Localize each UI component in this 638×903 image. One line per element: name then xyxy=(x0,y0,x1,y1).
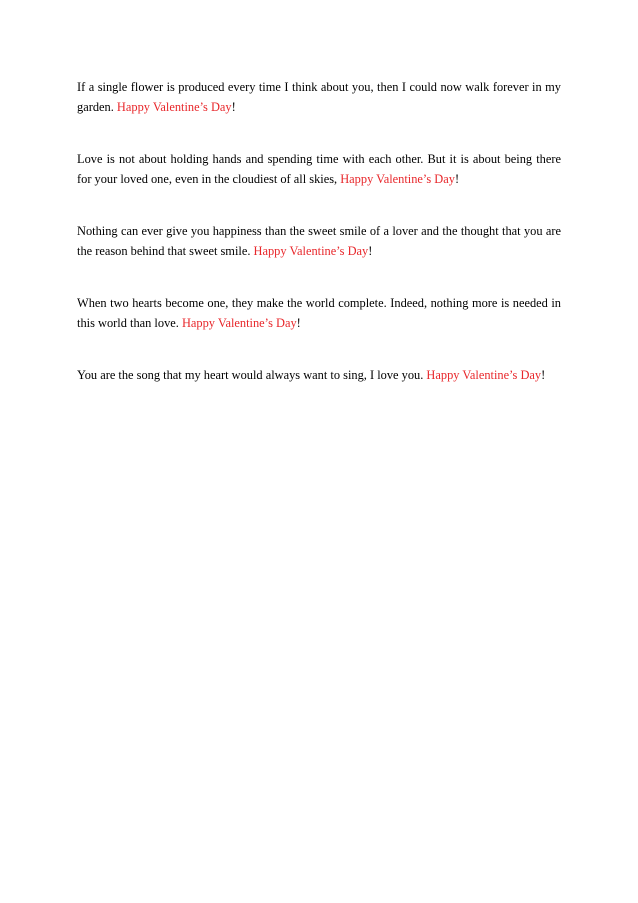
paragraph-end: ! xyxy=(368,244,373,258)
paragraph-3 xyxy=(77,221,561,261)
paragraph-2 xyxy=(77,149,561,189)
paragraph-4 xyxy=(77,293,561,333)
paragraph-end: ! xyxy=(541,368,546,382)
document-body xyxy=(77,77,561,417)
paragraph-text: You are the song that my heart would always want to sing, I love you. xyxy=(77,368,427,382)
valentine-greeting: Happy Valentine’s Day xyxy=(116,100,232,114)
paragraph-text: Nothing can ever give you happiness than the sweet smile of a lover and the thought that you are the reason behind that sweet smile. xyxy=(77,224,561,258)
paragraph-end: ! xyxy=(296,316,301,330)
paragraph-end: ! xyxy=(231,100,236,114)
paragraph-text: When two hearts become one, they make the world complete. Indeed, nothing more is needed in this world than love. xyxy=(77,296,561,330)
paragraph-text: Love is not about holding hands and spending time with each other. But it is about being there for your loved one, even in the cloudiest of all skies, xyxy=(77,152,561,186)
paragraph-5 xyxy=(77,365,561,385)
valentine-greeting: Happy Valentine’s Day xyxy=(426,368,542,382)
valentine-greeting: Happy Valentine’s Day xyxy=(253,244,369,258)
paragraph-1 xyxy=(77,77,561,117)
valentine-greeting: Happy Valentine’s Day xyxy=(340,172,455,186)
valentine-greeting: Happy Valentine’s Day xyxy=(181,316,297,330)
paragraph-end: ! xyxy=(454,172,460,186)
paragraph-text: If a single flower is produced every time I think about you, then I could now walk forever in my garden. xyxy=(77,80,561,114)
